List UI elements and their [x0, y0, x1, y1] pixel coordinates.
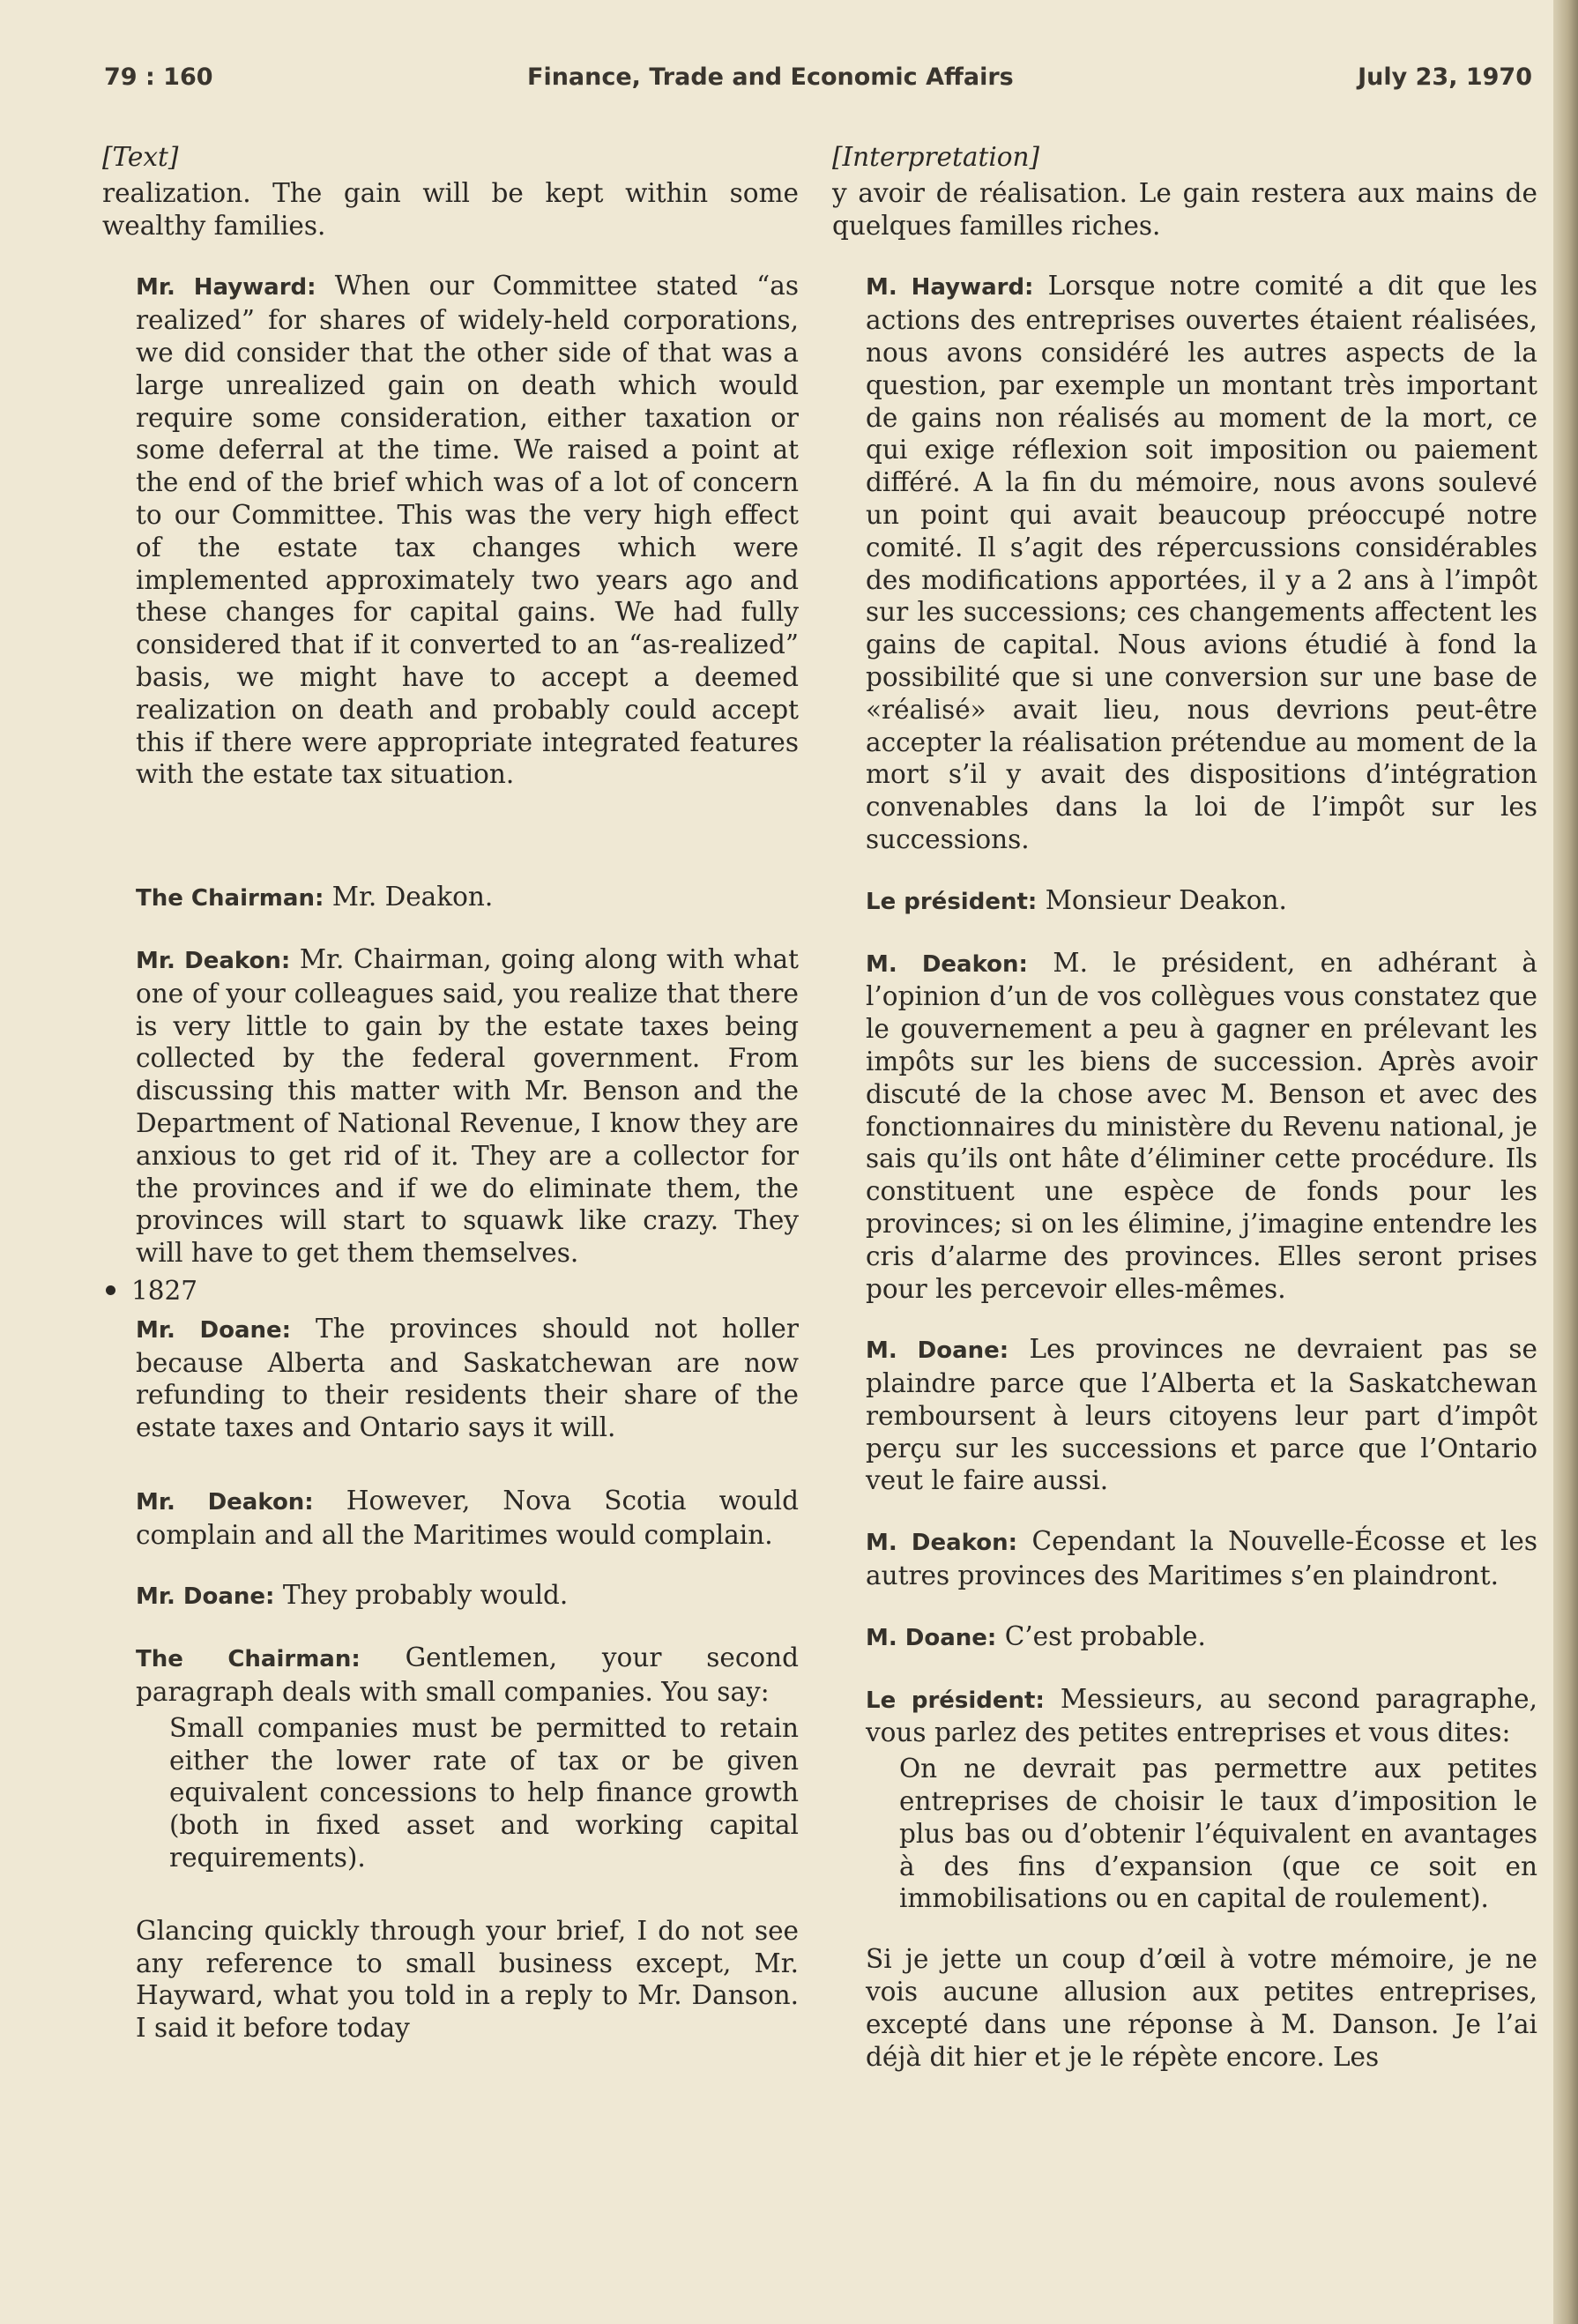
paragraph: realization. The gain will be kept within some wealthy families. — [102, 177, 799, 241]
interpretation-label: [Interpretation] — [832, 142, 1040, 172]
paragraph — [832, 1525, 1537, 1592]
paragraph — [832, 1683, 1537, 1750]
speech-text: Les provinces ne devraient pas se plaindre parce que l’Alberta et la Saskatchewan remboursent à leurs citoyens leur part d’impôt perçu sur les successions et parce que l’Ontario veut le faire aussi. — [866, 1334, 1537, 1496]
speech-text: Messieurs, au second paragraphe, vous parlez des petites entreprises et vous dites: — [866, 1683, 1537, 1748]
speaker-name: The Chairman: — [136, 1646, 361, 1673]
speaker-name: Mr. Hayward: — [136, 274, 316, 302]
paragraph — [102, 943, 799, 1270]
speaker-name: Le président: — [866, 1687, 1045, 1714]
speech-text: C’est probable. — [1004, 1620, 1206, 1651]
speaker-name: M. Deakon: — [866, 1530, 1018, 1557]
speech-text: The provinces should not holler because Alberta and Saskatchewan are now refunding to their residents their share of the estate taxes and Ontario says it will. — [136, 1313, 799, 1443]
speech-text: Mr. Chairman, going along with what one of your colleagues said, you realize that there is very little to gain by the estate taxes being collected by the federal government. From discussing this matter with Mr. Benson and the Department of National Revenue, I know they are anxious to get rid of it. They are a collector for the provinces and if we do eliminate them, the provinces will start to squawk like crazy. They will have to get them themselves. — [136, 943, 799, 1269]
paragraph — [102, 1642, 799, 1709]
running-header — [104, 63, 1532, 108]
paragraph — [832, 1333, 1537, 1497]
running-title: Finance, Trade and Economic Affairs — [527, 63, 1014, 91]
text-label: [Text] — [102, 142, 179, 172]
block-quote: Small companies must be permitted to retain either the lower rate of tax or be given equivalent concessions to help finance growth (both in fixed asset and working capital requirements). — [169, 1712, 799, 1873]
paragraph — [102, 1485, 799, 1552]
paragraph — [102, 1579, 799, 1613]
speech-text: Monsieur Deakon. — [1045, 884, 1287, 915]
paragraph — [832, 270, 1537, 855]
speech-text: When our Committee stated “as realized” for shares of widely-held corporations, we did consider that the other side of that was a large unrealized gain on death which would require some consideration, either taxation or some deferral at the time. We raised a point at the end of the brief which was of a lot of concern to our Committee. This was the very high effect of the estate tax changes which were implemented approximately two years ago and these changes for capital gains. We had fully considered that if it converted to an “as-realized” basis, we might have to accept a deemed realization on death and probably could accept this if there were appropriate integrated features with the estate tax situation. — [136, 271, 799, 790]
time-marker — [102, 1275, 799, 1307]
speaker-name: Mr. Doane: — [136, 1316, 292, 1344]
speaker-name: Le président: — [866, 888, 1038, 915]
paragraph — [832, 1620, 1537, 1655]
speech-text: M. le président, en adhérant à l’opinion d’un de vos collègues vous constatez que le gouvernement a peu à gagner en prélevant les impôts sur les biens de succession. Après avoir discuté de la chose avec M. Benson et avec des fonctionnaires du ministère du Revenu national, je sais qu’ils ont hâte d’éliminer cette procédure. Ils constituent une espèce de fonds pour les provinces; si on les élimine, j’imagine entendre les cris d’alarme des provinces. Elles seront prises pour les percevoir elles-mêmes. — [866, 947, 1537, 1304]
speech-text: Gentlemen, your second paragraph deals with small companies. You say: — [136, 1642, 799, 1708]
paragraph — [832, 884, 1537, 919]
speaker-name: Mr. Deakon: — [136, 1488, 314, 1516]
paragraph — [102, 881, 799, 915]
speaker-name: M. Doane: — [866, 1624, 997, 1651]
speaker-name: M. Doane: — [866, 1337, 1009, 1365]
speaker-name: M. Deakon: — [866, 950, 1028, 978]
speech-text: Cependant la Nouvelle-Écosse et les autres provinces des Maritimes s’en plaindront. — [866, 1526, 1537, 1591]
bullet-icon — [106, 1285, 115, 1295]
speech-text: They probably would. — [282, 1580, 569, 1611]
header-date: July 23, 1970 — [1358, 63, 1532, 91]
speaker-name: M. Hayward: — [866, 274, 1034, 302]
english-column — [102, 141, 799, 2045]
paragraph — [832, 947, 1537, 1306]
speaker-name: Mr. Doane: — [136, 1583, 275, 1611]
speaker-name: Mr. Deakon: — [136, 947, 291, 974]
time-marker-text: 1827 — [131, 1275, 198, 1306]
paragraph — [102, 270, 799, 791]
page-edge — [1553, 0, 1578, 2324]
page-number: 79 : 160 — [104, 63, 213, 91]
french-column — [832, 141, 1537, 2073]
paragraph: Glancing quickly through your brief, I do not see any reference to small business except, Mr. Hayward, what you told in a reply to Mr. Danson. I said it before today — [136, 1915, 799, 2044]
paragraph: y avoir de réalisation. Le gain restera aux mains de quelques familles riches. — [832, 177, 1537, 241]
block-quote: On ne devrait pas permettre aux petites entreprises de choisir le taux d’imposition le plus bas ou d’obtenir l’équivalent en avantages à des fins d’expansion (que ce soit en immobilisations ou en capital de roulement). — [899, 1754, 1537, 1914]
paragraph — [102, 1313, 799, 1444]
speech-text: Lorsque notre comité a dit que les actions des entreprises ouvertes étaient réalisées, nous avons considéré les autres aspects de la question, par exemple un montant très important de gains non réalisés au moment de la mort, ce qui exige réflexion soit imposition ou paiement différé. A la fin du mémoire, nous avons soulevé un point qui avait beaucoup préoccupé notre comité. Il s’agit des répercussions considérables des modifications apportées, il y a 2 ans à l’impôt sur les successions; ces changements affectent les gains de capital. Nous avions étudié à fond la possibilité que si une conversion sur une base de «réalisé» avait lieu, nous devrions peut-être accepter la réalisation prétendue au moment de la mort s’il y avait des dispositions d’intégration convenables dans la loi de l’impôt sur les successions. — [866, 271, 1537, 854]
speaker-name: The Chairman: — [136, 885, 324, 912]
paragraph: Si je jette un coup d’œil à votre mémoire, je ne vois aucune allusion aux petites entreprises, excepté dans une réponse à M. Danson. Je l’ai déjà dit hier et je le répète encore. Les — [866, 1944, 1537, 2072]
speech-text: However, Nova Scotia would complain and all the Maritimes would complain. — [136, 1485, 799, 1550]
speech-text: Mr. Deakon. — [331, 882, 494, 912]
